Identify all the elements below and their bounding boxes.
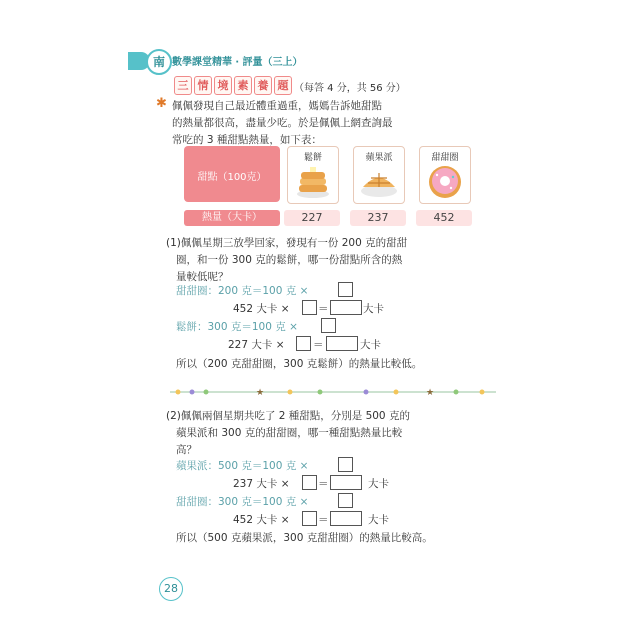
- answer-box-multiplier[interactable]: [321, 318, 336, 333]
- equals-sign: ＝: [318, 478, 329, 490]
- answer-box-multiplier[interactable]: [302, 475, 317, 490]
- q2-calc2-kcal: 452 大卡 ×: [233, 514, 290, 526]
- q2-calc1-kcal: 237 大卡 ×: [233, 478, 290, 490]
- unit-label: 大卡: [363, 303, 384, 315]
- q1-calc1-kcal: 452 大卡 ×: [233, 303, 290, 315]
- apple-pie-icon: [360, 165, 398, 199]
- food-name: 鬆餅: [303, 153, 322, 163]
- q2-line: 高？: [176, 444, 197, 456]
- unit-label: 大卡: [368, 514, 389, 526]
- intro-line: 常吃的 3 種甜點熱量，如下表：: [172, 134, 322, 146]
- answer-box-multiplier[interactable]: [302, 300, 317, 315]
- header-badge: 南: [146, 49, 172, 75]
- equals-sign: ＝: [313, 339, 324, 351]
- calorie-value: 452: [416, 210, 472, 226]
- q1-calc1-grams: 甜甜圈：200 克＝100 克 ×: [176, 285, 309, 297]
- q1-answer: 所以（200 克甜甜圈，300 克鬆餅）的熱量比較低。: [176, 358, 423, 370]
- intro-line: 的熱量都很高，盡量少吃。於是佩佩上網查詢最: [172, 117, 393, 129]
- q2-calc2-grams: 甜甜圈：300 克＝100 克 ×: [176, 496, 309, 508]
- calorie-row-label: 熱量（大卡）: [184, 210, 280, 226]
- page-number: 28: [159, 577, 183, 601]
- table-header-label: 甜點（100克）: [197, 172, 267, 183]
- calorie-value: 237: [350, 210, 406, 226]
- section-char: 情: [194, 76, 212, 95]
- q1-calc2-kcal: 227 大卡 ×: [228, 339, 285, 351]
- answer-box-multiplier[interactable]: [302, 511, 317, 526]
- answer-box-total[interactable]: [330, 511, 362, 526]
- section-char: 三: [174, 76, 192, 95]
- unit-label: 大卡: [368, 478, 389, 490]
- q2-line: 蘋果派和 300 克的甜甜圈，哪一種甜點熱量比較: [176, 427, 403, 439]
- q1-line: 圈，和一份 300 克的鬆餅，哪一份甜點所含的熱: [176, 254, 403, 266]
- unit-label: 大卡: [360, 339, 381, 351]
- answer-box-multiplier[interactable]: [338, 282, 353, 297]
- q1-line: (1)佩佩星期三放學回家，發現有一份 200 克的甜甜: [166, 237, 408, 249]
- q2-line: (2)佩佩兩個星期共吃了 2 種甜點，分別是 500 克的: [166, 410, 410, 422]
- section-char: 素: [234, 76, 252, 95]
- score-note: （每答 4 分，共 56 分）: [294, 83, 406, 94]
- answer-box-total[interactable]: [326, 336, 358, 351]
- section-title: [174, 76, 292, 95]
- star-icon: ✱: [156, 96, 167, 111]
- table-header-cell: [184, 146, 280, 202]
- section-char: 題: [274, 76, 292, 95]
- answer-box-multiplier[interactable]: [338, 457, 353, 472]
- food-card-apple-pie: [353, 146, 405, 204]
- food-card-pancake: [287, 146, 339, 204]
- calorie-value: 227: [284, 210, 340, 226]
- intro-line: 佩佩發現自己最近體重過重，媽媽告訴她甜點: [172, 100, 382, 112]
- pancake-icon: [296, 163, 330, 199]
- svg-text:★: ★: [256, 388, 265, 398]
- header-title: 數學課堂精華 ‧ 評量（三上）: [172, 57, 303, 68]
- answer-box-total[interactable]: [330, 475, 362, 490]
- svg-text:★: ★: [426, 388, 435, 398]
- q2-answer: 所以（500 克蘋果派，300 克甜甜圈）的熱量比較高。: [176, 532, 433, 544]
- q1-line: 量較低呢？: [176, 271, 229, 283]
- food-name: 甜甜圈: [431, 153, 459, 163]
- q2-calc1-grams: 蘋果派：500 克＝100 克 ×: [176, 460, 309, 472]
- answer-box-multiplier[interactable]: [296, 336, 311, 351]
- answer-box-multiplier[interactable]: [338, 493, 353, 508]
- food-card-donut: [419, 146, 471, 204]
- donut-icon: [427, 163, 463, 199]
- answer-box-total[interactable]: [330, 300, 362, 315]
- section-char: 養: [254, 76, 272, 95]
- equals-sign: ＝: [318, 514, 329, 526]
- section-char: 境: [214, 76, 232, 95]
- food-name: 蘋果派: [365, 153, 393, 163]
- q1-calc2-grams: 鬆餅：300 克＝100 克 ×: [176, 321, 298, 333]
- decorative-divider: [170, 386, 496, 398]
- equals-sign: ＝: [318, 303, 329, 315]
